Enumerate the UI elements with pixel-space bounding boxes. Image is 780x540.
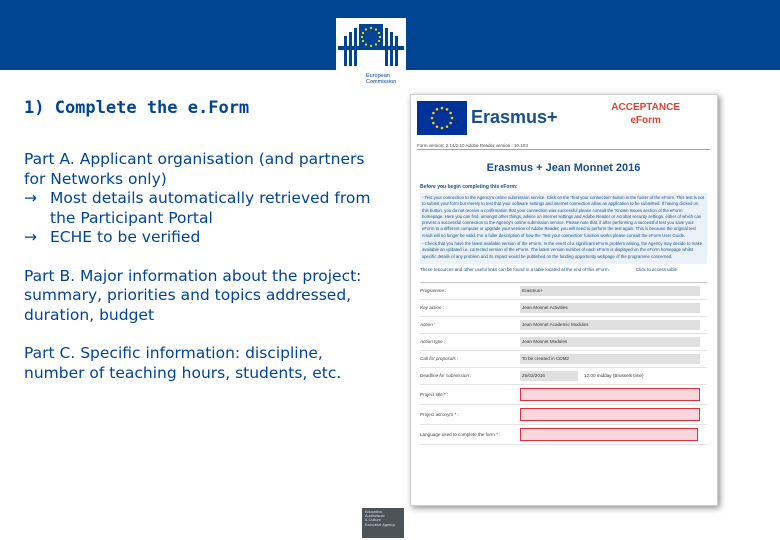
acceptance-line: ACCEPTANCE [611, 102, 680, 113]
field-value: Erasmus+ [520, 286, 700, 296]
field-value: Jean Monnet Academic Modules [520, 320, 700, 330]
form-row [420, 317, 707, 334]
form-row-required [420, 405, 707, 425]
project-acronym-input[interactable] [520, 408, 700, 421]
part-b [24, 267, 374, 326]
field-value: Jean Monnet Modules [520, 337, 700, 347]
arrow-icon: → [24, 189, 37, 207]
field-label: Project title * : [420, 391, 449, 397]
form-row-required [420, 385, 707, 405]
section-title: 1) Complete the e.Form [24, 98, 250, 118]
eacea-text-line: Audiovisual [365, 514, 385, 519]
resources-line [420, 267, 707, 272]
deadline-time: 12:00 midday (Brussels time) [584, 373, 644, 379]
eacea-text-line: Executive Agency [365, 522, 395, 527]
field-label: Key action : [420, 305, 445, 311]
acceptance-badge [611, 101, 680, 127]
intro-title: Before you begin completing this eForm: [420, 184, 518, 190]
intro-paragraph: - Check that you have the latest available version of the eForm. In the event of a significant eForm problem arising, the Agency may decide to make available an updated i.e. corrected version of the eForm. The latest version number of each eForm is displayed on the eForm homepage whilst specific details of any problem and its impact would be published on the funding opportunity webpage of the programme concerned. [422, 241, 703, 259]
logo-text-line: European [366, 73, 390, 79]
bullet-item [24, 189, 374, 228]
project-title-input[interactable] [520, 388, 700, 401]
access-table-link[interactable]: Click to access table [635, 266, 677, 272]
bullet-text: Most details automatically retrieved from the Participant Portal [50, 189, 371, 227]
bullet-text: ECHE to be verified [50, 228, 201, 246]
field-label: Language used to complete the form * : [420, 431, 501, 437]
part-b-label: Part B. [24, 266, 76, 285]
language-select[interactable] [520, 428, 698, 441]
field-value: To be created in CDM2 [520, 354, 700, 364]
erasmus-plus-logo: Erasmus+ [471, 107, 558, 127]
form-row-required [420, 425, 707, 445]
bullet-item [24, 228, 374, 248]
form-fields [420, 282, 707, 445]
field-label: Action : [420, 322, 436, 328]
form-row [420, 283, 707, 300]
eacea-logo [362, 508, 404, 538]
part-a-text: Applicant organisation (and partners for Networks only) [24, 150, 365, 188]
arrow-icon: → [24, 228, 37, 246]
field-label: Deadline for submission : [420, 373, 472, 379]
intro-box [420, 193, 707, 264]
eform [417, 101, 710, 445]
eacea-text-line: & Culture [365, 518, 381, 523]
resources-text: These resources and other useful links can be found in a table located at the end of this eForm. [420, 266, 610, 272]
part-a [24, 150, 374, 248]
part-b-text: Major information about the project: summary, priorities and topics addressed, duration, budget [24, 266, 362, 324]
acceptance-line: eForm [630, 115, 661, 126]
eform-header [417, 101, 710, 145]
field-value: Jean Monnet Activities [520, 303, 700, 313]
deadline-date: 25/02/2016 [520, 371, 578, 381]
field-label: Action type : [420, 339, 446, 345]
intro-paragraph: - Test your connection to the Agency's online submission service. Click on the 'Test your connection' button in the footer of the eForm. This test is not to submit your form but merely to test that your software settings and internet connection allow an application to be submitted. If having clicked on this button, you do not receive a confirmation that your connection was successful please consult the 'Known Issues section of the eForm homepage. Here you can find, amongst other things, advice on internet settings and Adobe Reader or Acrobat security settings, either of which can prevent a successful connection to the Agency's online submission service. Please note that, if after performing a successful test you save your eForm to a different computer or upgrade your version of Adobe Reader, you will need to perform the test again. This is because the original test result will no longer be valid. For a fuller description of how the 'Test your connection' function works please consult the eForm User Guide. [422, 195, 704, 238]
part-a-label: Part A. [24, 150, 75, 168]
form-version: Form version: 2.14/2.10 Adobe Reader version : 10.103 [417, 143, 710, 150]
european-commission-label [366, 73, 396, 85]
form-row [420, 351, 707, 368]
field-label: Project acronym * : [420, 411, 459, 417]
eform-screenshot [410, 94, 718, 506]
form-title: Erasmus + Jean Monnet 2016 [486, 162, 641, 174]
part-c-text: Specific information: discipline, number of teaching hours, students, etc. [24, 344, 342, 382]
part-c [24, 344, 374, 383]
logo-text-line: Commission [366, 79, 397, 85]
field-label: Programme : [420, 288, 447, 294]
slide-body [24, 150, 374, 402]
field-label: Call for proposals : [420, 356, 459, 362]
form-row [420, 334, 707, 351]
eacea-text-line: Education, [365, 510, 383, 514]
part-c-label: Part C. [24, 344, 76, 362]
eu-flag-icon [417, 101, 467, 135]
form-row [420, 300, 707, 317]
form-row [420, 368, 707, 385]
